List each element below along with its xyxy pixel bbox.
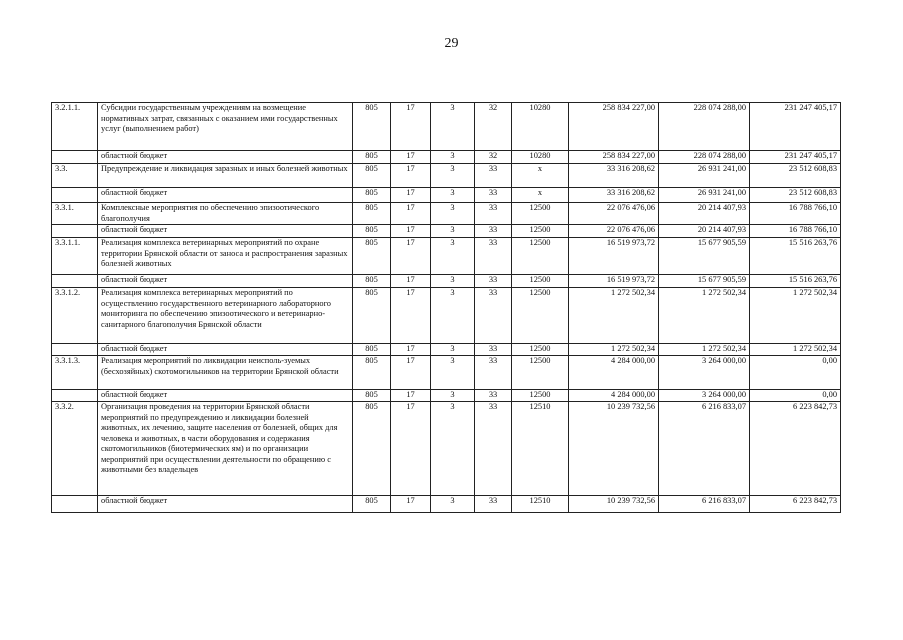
- amount-year-3-cell: 23 512 608,83: [750, 164, 841, 188]
- kvsr-code-cell: 805: [353, 390, 391, 402]
- target-code-cell: 12500: [512, 390, 569, 402]
- amount-year-2-cell: 26 931 241,00: [659, 188, 750, 203]
- amount-year-2-cell: 228 074 288,00: [659, 103, 750, 151]
- table-row-regional-budget: [52, 151, 841, 164]
- subsection-code-cell: 3: [431, 402, 475, 496]
- target-code-cell: 10280: [512, 103, 569, 151]
- target-code-cell: 12510: [512, 402, 569, 496]
- kvsr-code-cell: 805: [353, 188, 391, 203]
- row-code-cell: 3.3.1.: [52, 203, 98, 225]
- target-code-cell: х: [512, 164, 569, 188]
- subsection-code-cell: 3: [431, 203, 475, 225]
- row-name-cell: областной бюджет: [98, 390, 353, 402]
- program-code-cell: 33: [475, 344, 512, 356]
- kvsr-code-cell: 805: [353, 402, 391, 496]
- subsection-code-cell: 3: [431, 238, 475, 275]
- amount-year-1-cell: 33 316 208,62: [569, 188, 659, 203]
- row-code-cell: [52, 390, 98, 402]
- section-code-cell: 17: [391, 103, 431, 151]
- table-row-regional-budget: [52, 188, 841, 203]
- target-code-cell: 12500: [512, 238, 569, 275]
- amount-year-3-cell: 1 272 502,34: [750, 288, 841, 344]
- kvsr-code-cell: 805: [353, 151, 391, 164]
- program-code-cell: 33: [475, 288, 512, 344]
- subsection-code-cell: 3: [431, 344, 475, 356]
- amount-year-2-cell: 26 931 241,00: [659, 164, 750, 188]
- subsection-code-cell: 3: [431, 356, 475, 390]
- section-code-cell: 17: [391, 151, 431, 164]
- kvsr-code-cell: 805: [353, 288, 391, 344]
- target-code-cell: 12500: [512, 356, 569, 390]
- row-code-cell: 3.2.1.1.: [52, 103, 98, 151]
- amount-year-2-cell: 15 677 905,59: [659, 238, 750, 275]
- subsection-code-cell: 3: [431, 103, 475, 151]
- row-code-cell: [52, 225, 98, 238]
- amount-year-3-cell: 15 516 263,76: [750, 275, 841, 288]
- kvsr-code-cell: 805: [353, 344, 391, 356]
- program-code-cell: 32: [475, 103, 512, 151]
- amount-year-3-cell: 0,00: [750, 356, 841, 390]
- program-code-cell: 33: [475, 225, 512, 238]
- section-code-cell: 17: [391, 188, 431, 203]
- program-code-cell: 33: [475, 496, 512, 513]
- row-name-cell: областной бюджет: [98, 496, 353, 513]
- kvsr-code-cell: 805: [353, 496, 391, 513]
- subsection-code-cell: 3: [431, 288, 475, 344]
- amount-year-1-cell: 10 239 732,56: [569, 496, 659, 513]
- row-code-cell: 3.3.2.: [52, 402, 98, 496]
- section-code-cell: 17: [391, 203, 431, 225]
- row-code-cell: 3.3.1.1.: [52, 238, 98, 275]
- kvsr-code-cell: 805: [353, 356, 391, 390]
- amount-year-1-cell: 4 284 000,00: [569, 390, 659, 402]
- amount-year-1-cell: 1 272 502,34: [569, 344, 659, 356]
- table-row: [52, 203, 841, 225]
- target-code-cell: 12500: [512, 288, 569, 344]
- amount-year-1-cell: 33 316 208,62: [569, 164, 659, 188]
- section-code-cell: 17: [391, 344, 431, 356]
- section-code-cell: 17: [391, 390, 431, 402]
- target-code-cell: 12500: [512, 225, 569, 238]
- kvsr-code-cell: 805: [353, 103, 391, 151]
- table-body: [52, 103, 841, 513]
- row-name-cell: Реализация комплекса ветеринарных мероприятий по осуществлению государственного ветеринарного лабораторного мониторинга по обеспечению эпизоотического и ветеринарно-санитарного благополучия Брянской области: [98, 288, 353, 344]
- section-code-cell: 17: [391, 238, 431, 275]
- table-row: [52, 288, 841, 344]
- row-name-cell: областной бюджет: [98, 225, 353, 238]
- amount-year-3-cell: 6 223 842,73: [750, 402, 841, 496]
- section-code-cell: 17: [391, 402, 431, 496]
- amount-year-2-cell: 1 272 502,34: [659, 288, 750, 344]
- amount-year-3-cell: 6 223 842,73: [750, 496, 841, 513]
- program-code-cell: 33: [475, 164, 512, 188]
- amount-year-1-cell: 1 272 502,34: [569, 288, 659, 344]
- table-row-regional-budget: [52, 496, 841, 513]
- table-row-regional-budget: [52, 225, 841, 238]
- amount-year-3-cell: 23 512 608,83: [750, 188, 841, 203]
- amount-year-3-cell: 16 788 766,10: [750, 203, 841, 225]
- target-code-cell: 12500: [512, 203, 569, 225]
- program-code-cell: 33: [475, 356, 512, 390]
- table-row: [52, 402, 841, 496]
- section-code-cell: 17: [391, 225, 431, 238]
- kvsr-code-cell: 805: [353, 275, 391, 288]
- amount-year-3-cell: 231 247 405,17: [750, 103, 841, 151]
- target-code-cell: х: [512, 188, 569, 203]
- row-name-cell: областной бюджет: [98, 151, 353, 164]
- subsection-code-cell: 3: [431, 225, 475, 238]
- amount-year-3-cell: 15 516 263,76: [750, 238, 841, 275]
- section-code-cell: 17: [391, 356, 431, 390]
- row-name-cell: Организация проведения на территории Брянской области мероприятий по предупреждению и ликвидации болезней животных, их лечению, защите населения от болезней, общих для человека и животных, в части оборудования и содержания скотомогильников (биотермических ям) и по организации мероприятий при осуществлении деятельности по обращению с животными без владельцев: [98, 402, 353, 496]
- amount-year-1-cell: 16 519 973,72: [569, 238, 659, 275]
- section-code-cell: 17: [391, 275, 431, 288]
- subsection-code-cell: 3: [431, 275, 475, 288]
- program-code-cell: 33: [475, 188, 512, 203]
- budget-table: [51, 102, 841, 513]
- row-code-cell: [52, 496, 98, 513]
- subsection-code-cell: 3: [431, 151, 475, 164]
- page-number: 29: [444, 36, 459, 51]
- amount-year-3-cell: 1 272 502,34: [750, 344, 841, 356]
- row-name-cell: Реализация мероприятий по ликвидации неисполь-зуемых (бесхозяйных) скотомогильников на территории Брянской области: [98, 356, 353, 390]
- amount-year-2-cell: 228 074 288,00: [659, 151, 750, 164]
- row-name-cell: Субсидии государственным учреждениям на возмещение нормативных затрат, связанных с оказанием ими государственных услуг (выполнением работ): [98, 103, 353, 151]
- row-name-cell: Предупреждение и ликвидация заразных и иных болезней животных: [98, 164, 353, 188]
- program-code-cell: 33: [475, 238, 512, 275]
- program-code-cell: 32: [475, 151, 512, 164]
- program-code-cell: 33: [475, 402, 512, 496]
- subsection-code-cell: 3: [431, 496, 475, 513]
- row-code-cell: 3.3.: [52, 164, 98, 188]
- amount-year-2-cell: 20 214 407,93: [659, 203, 750, 225]
- section-code-cell: 17: [391, 164, 431, 188]
- program-code-cell: 33: [475, 390, 512, 402]
- amount-year-1-cell: 22 076 476,06: [569, 225, 659, 238]
- row-code-cell: [52, 275, 98, 288]
- row-name-cell: областной бюджет: [98, 344, 353, 356]
- table-row: [52, 356, 841, 390]
- subsection-code-cell: 3: [431, 390, 475, 402]
- program-code-cell: 33: [475, 203, 512, 225]
- row-name-cell: Реализация комплекса ветеринарных мероприятий по охране территории Брянской области от заноса и распространения заразных болезней животных: [98, 238, 353, 275]
- table-row: [52, 238, 841, 275]
- amount-year-2-cell: 6 216 833,07: [659, 496, 750, 513]
- amount-year-3-cell: 231 247 405,17: [750, 151, 841, 164]
- amount-year-1-cell: 16 519 973,72: [569, 275, 659, 288]
- amount-year-1-cell: 10 239 732,56: [569, 402, 659, 496]
- kvsr-code-cell: 805: [353, 203, 391, 225]
- amount-year-2-cell: 1 272 502,34: [659, 344, 750, 356]
- target-code-cell: 12500: [512, 275, 569, 288]
- row-code-cell: [52, 151, 98, 164]
- subsection-code-cell: 3: [431, 164, 475, 188]
- table-row: [52, 103, 841, 151]
- target-code-cell: 12500: [512, 344, 569, 356]
- amount-year-3-cell: 16 788 766,10: [750, 225, 841, 238]
- section-code-cell: 17: [391, 496, 431, 513]
- amount-year-2-cell: 15 677 905,59: [659, 275, 750, 288]
- subsection-code-cell: 3: [431, 188, 475, 203]
- table-row-regional-budget: [52, 275, 841, 288]
- amount-year-3-cell: 0,00: [750, 390, 841, 402]
- amount-year-2-cell: 20 214 407,93: [659, 225, 750, 238]
- target-code-cell: 10280: [512, 151, 569, 164]
- table-row: [52, 164, 841, 188]
- target-code-cell: 12510: [512, 496, 569, 513]
- row-code-cell: [52, 344, 98, 356]
- row-name-cell: областной бюджет: [98, 188, 353, 203]
- kvsr-code-cell: 805: [353, 238, 391, 275]
- amount-year-2-cell: 3 264 000,00: [659, 390, 750, 402]
- row-code-cell: 3.3.1.2.: [52, 288, 98, 344]
- amount-year-1-cell: 22 076 476,06: [569, 203, 659, 225]
- section-code-cell: 17: [391, 288, 431, 344]
- program-code-cell: 33: [475, 275, 512, 288]
- amount-year-1-cell: 258 834 227,00: [569, 151, 659, 164]
- table-row-regional-budget: [52, 390, 841, 402]
- amount-year-1-cell: 4 284 000,00: [569, 356, 659, 390]
- row-name-cell: областной бюджет: [98, 275, 353, 288]
- kvsr-code-cell: 805: [353, 164, 391, 188]
- kvsr-code-cell: 805: [353, 225, 391, 238]
- amount-year-2-cell: 6 216 833,07: [659, 402, 750, 496]
- row-code-cell: [52, 188, 98, 203]
- amount-year-1-cell: 258 834 227,00: [569, 103, 659, 151]
- table-row-regional-budget: [52, 344, 841, 356]
- row-code-cell: 3.3.1.3.: [52, 356, 98, 390]
- amount-year-2-cell: 3 264 000,00: [659, 356, 750, 390]
- row-name-cell: Комплексные мероприятия по обеспечению эпизоотического благополучия: [98, 203, 353, 225]
